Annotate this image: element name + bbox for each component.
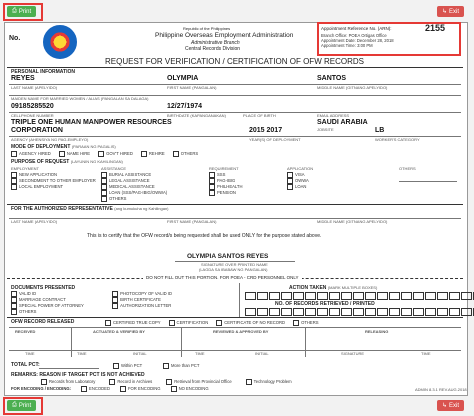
record-option[interactable]: CERTIFIED TRUE COPY xyxy=(105,320,161,326)
documents-heading: DOCUMENTS PRESENTED xyxy=(11,285,76,291)
header-division: Central Records Division xyxy=(185,46,241,52)
birthplace-label: PLACE OF BIRTH xyxy=(243,113,276,118)
encoding-option[interactable]: NO ENCODING xyxy=(171,386,209,392)
time-label-2: TIME xyxy=(77,351,87,356)
encoding-row xyxy=(11,386,209,392)
purpose-title: PURPOSE OF REQUEST xyxy=(11,159,70,165)
print-label: Print xyxy=(18,402,32,409)
record-box[interactable] xyxy=(353,308,364,316)
email-label: EMAIL ADDRESS xyxy=(317,113,350,118)
record-options xyxy=(105,320,319,326)
record-box[interactable] xyxy=(329,308,340,316)
employment-option[interactable]: SECONDMENT TO OTHER EMPLOYER xyxy=(11,178,96,184)
encoding-option[interactable]: FOR ENCODING xyxy=(120,386,161,392)
within-pct-option[interactable]: Within PCT xyxy=(113,363,142,369)
rep-first-label: FIRST NAME (PANGALAN) xyxy=(167,219,217,224)
initial-label-2: INITIAL xyxy=(255,351,269,356)
doc-option[interactable]: OTHERS xyxy=(11,309,111,315)
action-boxes xyxy=(245,292,474,300)
verified-label: ACTUATED & VERIFIED BY xyxy=(93,329,145,334)
years-value: 2015 2017 xyxy=(249,127,283,134)
record-box[interactable] xyxy=(461,308,472,316)
print-icon xyxy=(12,402,17,409)
arn-label: Appointment Reference No. (ARN): xyxy=(321,26,392,31)
cellphone-label: CELLPHONE NUMBER xyxy=(11,113,54,118)
employment-option[interactable]: LOCAL EMPLOYMENT xyxy=(11,184,96,190)
mode-options xyxy=(11,151,198,157)
total-pct-label: TOTAL PCT: xyxy=(11,362,40,368)
employment-options xyxy=(11,172,96,190)
more-pct-option[interactable]: More than PCT xyxy=(163,363,199,369)
requirement-col: REQUIREMENT xyxy=(209,166,239,171)
requirement-option[interactable]: PENSION xyxy=(209,190,243,196)
print-label: Print xyxy=(18,8,32,15)
last-name-label: LAST NAME (APELYIDO) xyxy=(11,85,58,90)
application-col: APPLICATION xyxy=(287,166,314,171)
action-box[interactable] xyxy=(377,292,388,300)
birthdate-label: BIRTHDATE (KAPANGANAKAN) xyxy=(167,113,226,118)
print-button-bottom[interactable] xyxy=(7,400,36,411)
header-line1: Republic of the Philippines xyxy=(183,26,231,31)
others-rule xyxy=(399,181,457,182)
action-heading xyxy=(289,285,377,291)
certify-statement: This is to certify that the OFW record/s being requested shall be used ONLY for the purpose stated above. xyxy=(87,233,322,239)
years-label: YEAR(S) OF DEPLOYMENT xyxy=(249,137,301,142)
form-sheet xyxy=(4,22,468,396)
time-label-3: TIME xyxy=(195,351,205,356)
crd-split xyxy=(239,283,240,317)
mode-option[interactable]: NAME HIRE xyxy=(59,151,90,157)
authorized-hint: (ang kumukuha ng Kahilingan) xyxy=(114,206,169,211)
assistance-option[interactable]: BURIAL ASSISTANCE xyxy=(101,172,167,178)
action-box[interactable] xyxy=(341,292,352,300)
exit-label: Exit xyxy=(449,402,460,409)
record-box[interactable] xyxy=(257,308,268,316)
signoff-col1 xyxy=(71,327,72,357)
record-box[interactable] xyxy=(341,308,352,316)
first-name-label: FIRST NAME (PANGALAN) xyxy=(167,85,217,90)
assistance-options xyxy=(101,172,167,203)
remark-option[interactable]: Records from Laboratory xyxy=(41,379,95,385)
action-box[interactable] xyxy=(257,292,268,300)
doc-option[interactable]: BIRTH CERTIFICATE xyxy=(112,297,212,303)
assistance-option[interactable]: MEDICAL ASSISTANCE xyxy=(101,184,167,190)
exit-icon xyxy=(442,402,447,409)
record-box[interactable] xyxy=(245,308,256,316)
application-option[interactable]: VISA xyxy=(287,172,309,178)
action-box[interactable] xyxy=(353,292,364,300)
signoff-col2 xyxy=(181,327,182,357)
signoff-col3 xyxy=(305,327,306,357)
agency-value: TRIPLE ONE HUMAN MANPOWER RESOURCES CORPORATION xyxy=(11,119,172,134)
action-box[interactable] xyxy=(389,292,400,300)
action-box[interactable] xyxy=(245,292,256,300)
agency-label: AGENCY (AHENSIYA NG PAG-EMPLEYO) xyxy=(11,137,89,142)
action-box[interactable] xyxy=(317,292,328,300)
action-box[interactable] xyxy=(365,292,376,300)
encoding-option[interactable]: ENCODED xyxy=(81,386,110,392)
form-title: REQUEST FOR VERIFICATION / CERTIFICATION OF OFW RECORDS xyxy=(105,57,364,66)
signoff-top-rule xyxy=(9,327,461,328)
header-branch: Administrative Branch xyxy=(191,40,240,46)
ofw-record-rule xyxy=(7,317,463,318)
mode-option[interactable]: GOV'T HIRED xyxy=(98,151,133,157)
others-col: OTHERS xyxy=(399,166,416,171)
rep-name-rule xyxy=(9,218,461,219)
record-box[interactable] xyxy=(281,308,292,316)
requirement-option[interactable]: PHILHEALTH xyxy=(209,184,243,190)
print-button-top[interactable] xyxy=(7,6,36,17)
record-box[interactable] xyxy=(269,308,280,316)
rep-middle-label: MIDDLE NAME (GITNANG APELYIDO) xyxy=(317,219,388,224)
appointment-office: Branch Office: POEA Ortigas Office xyxy=(321,33,387,38)
record-box[interactable] xyxy=(365,308,376,316)
mode-option[interactable]: AGENCY HIRED xyxy=(11,151,51,157)
mode-option[interactable]: REHIRE xyxy=(141,151,165,157)
total-pct-rule xyxy=(39,368,99,369)
country-value: SAUDI ARABIA xyxy=(317,119,368,126)
time-label-1: TIME xyxy=(25,351,35,356)
authorized-title: FOR THE AUTHORIZED REPRESENTATIVE xyxy=(11,206,113,212)
assistance-option[interactable]: LOAN (SSS/PAG-IBIG/OWWA) xyxy=(101,190,167,196)
appointment-time: Appointment Time: 3:00 PM xyxy=(321,43,373,48)
requirement-option[interactable]: SSS xyxy=(209,172,243,178)
birthdate-value: 12/27/1974 xyxy=(167,103,203,110)
exit-button-top[interactable] xyxy=(437,6,464,17)
record-box[interactable] xyxy=(413,308,424,316)
doc-option[interactable]: MARRIAGE CONTRACT xyxy=(11,297,111,303)
ofw-record-heading: OFW RECORD RELEASED xyxy=(11,319,75,325)
last-name-value: REYES xyxy=(11,75,35,82)
record-box[interactable] xyxy=(317,308,328,316)
record-box[interactable] xyxy=(305,308,316,316)
employment-col: EMPLOYMENT xyxy=(11,166,40,171)
signature-label-crd: SIGNATURE xyxy=(341,351,365,356)
signature-hint: (LAGDA SA IBABAW NG PANGALAN) xyxy=(199,267,268,272)
reviewed-label: REVIEWED & APPROVED BY xyxy=(213,329,269,334)
country-label: JOBSITE xyxy=(317,127,334,132)
record-option[interactable]: CERTIFICATION xyxy=(169,320,209,326)
requirement-option[interactable]: PAG-IBIG xyxy=(209,178,243,184)
action-box[interactable] xyxy=(461,292,472,300)
assistance-col: ASSISTANCE xyxy=(101,166,127,171)
action-box[interactable] xyxy=(437,292,448,300)
arn-value: 2155 xyxy=(425,23,446,33)
documents-options xyxy=(11,291,231,315)
first-name-value: OLYMPIA xyxy=(167,75,199,82)
initial-label-1: INITIAL xyxy=(133,351,147,356)
remark-options xyxy=(41,379,292,385)
assistance-option[interactable]: LEGAL ASSISTANCE xyxy=(101,178,167,184)
purpose-hint: (LAYUNIN NG KAHILINGAN) xyxy=(70,159,123,164)
record-box[interactable] xyxy=(449,308,460,316)
doc-option[interactable]: PHOTOCOPY OF VALID ID xyxy=(112,291,212,297)
action-box[interactable] xyxy=(425,292,436,300)
time-label-4: TIME xyxy=(421,351,431,356)
no-label: No. xyxy=(9,35,21,42)
received-label: RECEIVED xyxy=(15,329,36,334)
records-boxes xyxy=(245,308,474,316)
remark-option[interactable]: Retrieval from Provincial Office xyxy=(166,379,231,385)
poea-logo xyxy=(43,25,77,59)
middle-name-value: SANTOS xyxy=(317,75,347,82)
exit-icon xyxy=(442,8,447,15)
mode-option[interactable]: OTHERS xyxy=(173,151,198,157)
category-value: LB xyxy=(375,127,385,134)
remarks-heading: REMARKS: REASON IF TARGET PCT IS NOT ACHIEVED xyxy=(11,372,145,378)
application-option[interactable]: LOAN xyxy=(287,184,309,190)
record-box[interactable] xyxy=(401,308,412,316)
mode-title: MODE OF DEPLOYMENT xyxy=(11,144,71,150)
appointment-date: Appointment Date: December 28, 2018 xyxy=(321,38,394,43)
footer-code: ADMIN 8.3.1 REV.AUG.2018 xyxy=(415,387,467,392)
print-icon xyxy=(12,8,17,15)
doc-option[interactable]: SPECIAL POWER OF ATTORNEY xyxy=(11,303,111,309)
assistance-option[interactable]: OTHERS xyxy=(101,196,167,202)
rep-last-label: LAST NAME (APELYIDO) xyxy=(11,219,58,224)
records-heading: NO. OF RECORDS RETRIEVED / PRINTED xyxy=(275,301,375,307)
exit-button-bottom[interactable] xyxy=(437,400,464,411)
mode-heading xyxy=(11,144,116,150)
action-box[interactable] xyxy=(269,292,280,300)
employment-option[interactable]: NEW APPLICATION xyxy=(11,172,96,178)
category-label: WORKER'S CATEGORY xyxy=(375,137,420,142)
maiden-label: MAIDEN NAME FOR MARRIED WOMEN / ALIAS (PANGALAN SA DALAGA) xyxy=(11,96,149,101)
signature-label: SIGNATURE OVER PRINTED NAME xyxy=(201,262,268,267)
authorized-heading xyxy=(11,206,169,212)
record-box[interactable] xyxy=(377,308,388,316)
record-option[interactable]: OTHERS xyxy=(293,320,318,326)
personal-info-heading: PERSONAL INFORMATION xyxy=(11,69,75,75)
action-box[interactable] xyxy=(449,292,460,300)
application-option[interactable]: OWWA xyxy=(287,178,309,184)
releasing-label: RELEASING xyxy=(365,329,389,334)
action-title: ACTION TAKEN xyxy=(289,285,327,291)
record-option[interactable]: CERTIFICATE OF NO RECORD xyxy=(216,320,285,326)
remark-option[interactable]: Record in Archives xyxy=(109,379,152,385)
remark-option[interactable]: Technology Problem xyxy=(246,379,292,385)
action-box[interactable] xyxy=(401,292,412,300)
record-box[interactable] xyxy=(389,308,400,316)
record-box[interactable] xyxy=(293,308,304,316)
action-box[interactable] xyxy=(305,292,316,300)
action-box[interactable] xyxy=(329,292,340,300)
record-box[interactable] xyxy=(425,308,436,316)
doc-option[interactable]: AUTHORIZATION LETTER xyxy=(112,303,212,309)
authorized-rule xyxy=(7,204,463,205)
encoding-label: FOR ENCODING / ENCODING: xyxy=(11,386,72,391)
header-org: Philippine Overseas Employment Administration xyxy=(155,32,294,39)
purpose-heading xyxy=(11,159,123,165)
exit-label: Exit xyxy=(449,8,460,15)
cellphone-value: 09185285520 xyxy=(11,103,54,110)
middle-name-label: MIDDLE NAME (GITNANG APELYIDO) xyxy=(317,85,388,90)
name-rule xyxy=(9,84,461,85)
doc-option[interactable]: VALID ID xyxy=(11,291,111,297)
crd-divider-text: DO NOT FILL OUT THIS PORTION. FOR POEA - CRD PERSONNEL ONLY xyxy=(143,275,302,280)
record-box[interactable] xyxy=(437,308,448,316)
action-box[interactable] xyxy=(281,292,292,300)
action-box[interactable] xyxy=(413,292,424,300)
requirement-options xyxy=(209,172,243,196)
title-rule xyxy=(7,67,463,68)
mode-hint: (PARAAN NG PAGALIS) xyxy=(71,144,116,149)
application-options xyxy=(287,172,309,190)
contact-rule xyxy=(9,112,461,113)
action-hint: (MARK MULTIPLE BOXES) xyxy=(327,285,378,290)
action-box[interactable] xyxy=(293,292,304,300)
signature-name: OLYMPIA SANTOS REYES xyxy=(187,253,269,260)
